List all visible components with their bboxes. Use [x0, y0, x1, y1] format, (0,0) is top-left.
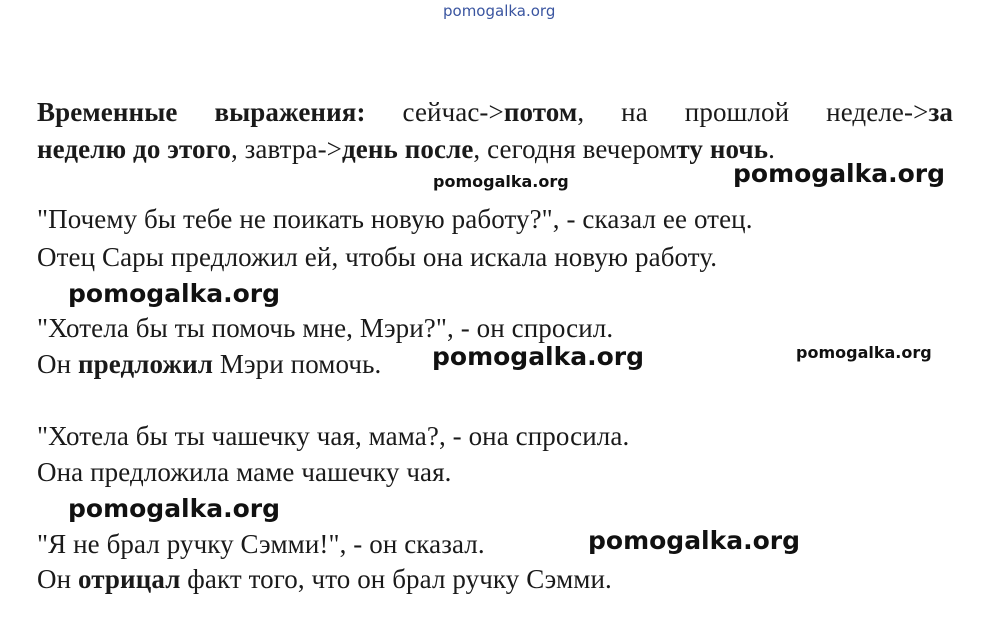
reporting-verb: предложил	[78, 349, 214, 379]
text-segment: Мэри помочь.	[213, 349, 382, 379]
time-expressions-line-2	[37, 132, 775, 166]
bold-segment: день после	[342, 134, 474, 164]
example-3-reported-speech: Она предложила маме чашечку чая.	[37, 457, 452, 487]
bold-segment: за	[928, 97, 953, 127]
watermark: pomogalka.org	[433, 172, 569, 191]
example-2-reported-speech	[37, 347, 381, 381]
time-expressions-label: Временные выражения:	[37, 97, 366, 127]
text-segment: факт того, что он брал ручку Сэмми.	[180, 564, 612, 594]
text-segment: Он	[37, 564, 78, 594]
example-2-direct-speech: "Хотела бы ты помочь мне, Мэри?", - он спросил.	[37, 313, 614, 343]
text-segment: , на прошлой неделе->	[577, 97, 929, 127]
example-1-direct-speech: "Почему бы тебе не поикать новую работу?", - сказал ее отец.	[37, 204, 753, 234]
time-expressions-line-1	[37, 95, 953, 129]
bold-segment: неделю до этого	[37, 134, 231, 164]
text-segment: Он	[37, 349, 78, 379]
example-1-reported-speech: Отец Сары предложил ей, чтобы она искала новую работу.	[37, 242, 718, 272]
watermark: pomogalka.org	[588, 526, 801, 555]
example-3-direct-speech: "Хотела бы ты чашечку чая, мама?, - она спросила.	[37, 421, 630, 451]
watermark: pomogalka.org	[733, 159, 946, 188]
text-segment: сейчас->	[365, 97, 504, 127]
example-4-direct-speech: "Я не брал ручку Сэмми!", - он сказал.	[37, 529, 485, 559]
watermark-top: pomogalka.org	[443, 2, 556, 20]
text-segment: , завтра->	[230, 134, 342, 164]
reporting-verb: отрицал	[78, 564, 181, 594]
watermark: pomogalka.org	[68, 494, 281, 523]
watermark: pomogalka.org	[68, 279, 281, 308]
bold-segment: ту ночь	[676, 134, 769, 164]
example-4-reported-speech	[37, 562, 612, 596]
watermark: pomogalka.org	[796, 343, 932, 362]
watermark: pomogalka.org	[432, 342, 645, 371]
text-segment: .	[768, 134, 776, 164]
text-segment: , сегодня вечером	[473, 134, 677, 164]
bold-segment: потом	[503, 97, 578, 127]
